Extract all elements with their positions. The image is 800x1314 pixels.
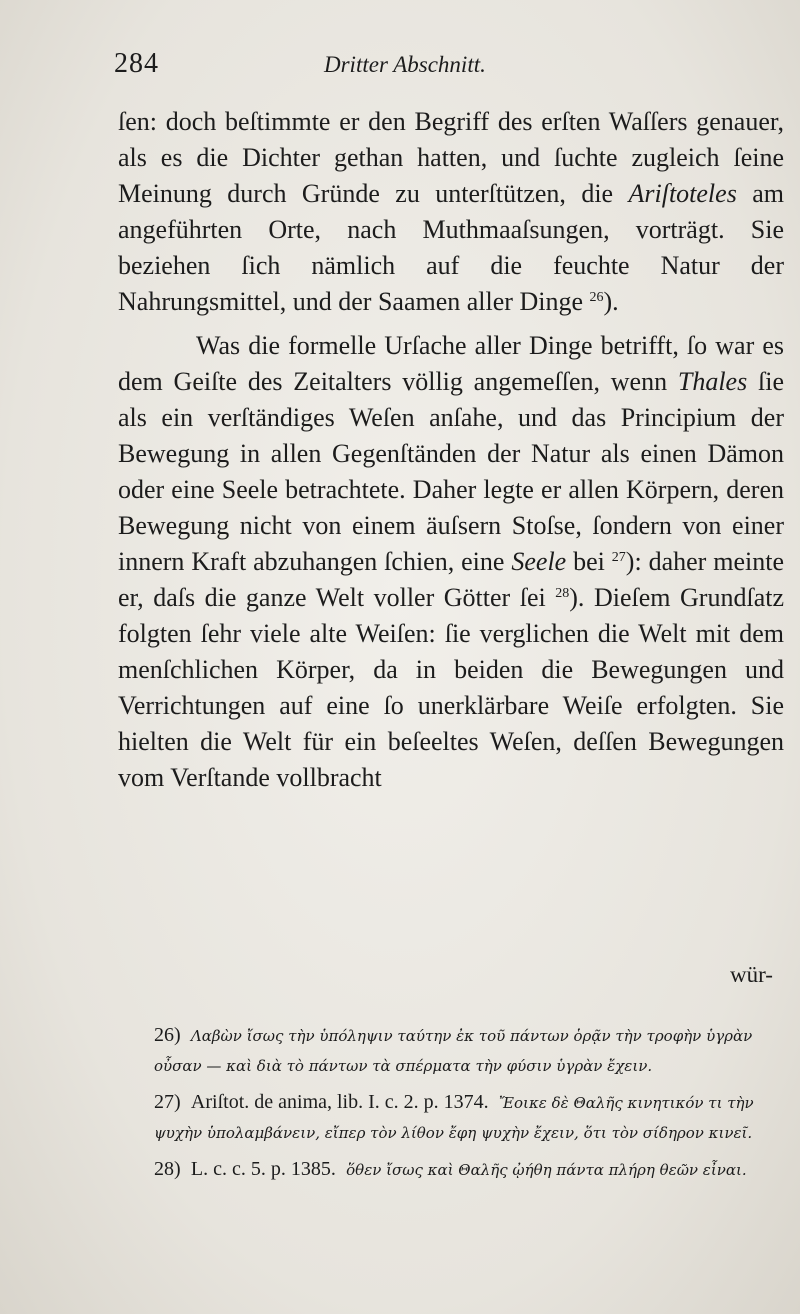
- footnote-reference: Ariſtot. de anima, lib. I. c. 2. p. 1374.: [190, 1091, 489, 1113]
- paragraph-2: [118, 328, 784, 796]
- footnote-marker: 26: [589, 290, 604, 305]
- paragraph-text: ſie als ein verſtändiges Weſen anſahe, und das Principium der Bewegung in allen Gegenſtänden der Natur als einen Dämon oder eine Seele betrachtete. Daher legte er allen Körpern, deren Bewegung nicht von einem äuſsern Stoſse, ſondern von einer innern Kraft abzuhangen ſchien, eine: [118, 367, 784, 576]
- page-header: [114, 48, 764, 88]
- italic-name: Ariſtoteles: [628, 179, 737, 208]
- footnote: [154, 1020, 790, 1081]
- footnote-marker: 27: [611, 550, 626, 565]
- paragraph-text: ): daher meinte er, daſs die ganze Welt voller Götter ſei: [118, 547, 784, 612]
- footnote-number: 28): [154, 1158, 181, 1180]
- footnote-greek: Ἔοικε δὲ Θαλῆς κινητικόν τι τὴν ψυχὴν ὑπολαμβάνειν, εἴπερ τὸν λίθον ἔφη ψυχὴν ἔχειν, ὅτι τὸν σίδηρον κινεῖ.: [154, 1094, 754, 1142]
- paragraph-text: Was die formelle Urſache aller Dinge betrifft, ſo war es dem Geiſte des Zeitalters völlig angemeſſen, wenn: [118, 331, 784, 396]
- footnote-greek: ὅθεν ἴσως καὶ Θαλῆς ᾠήθη πάντα πλήρη θεῶν εἶναι.: [346, 1161, 747, 1179]
- catchword: wür-: [730, 962, 773, 987]
- footnotes: [154, 1020, 790, 1191]
- main-text: [118, 104, 784, 796]
- paragraph-text: ).: [603, 287, 619, 316]
- footnote-number: 27): [154, 1091, 181, 1113]
- italic-word: Seele: [511, 547, 567, 576]
- footnote: [154, 1154, 790, 1185]
- paragraph-text: ſen: doch beſtimmte er den Begriff des erſten Waſſers genauer, als es die Dichter gethan hatten, und ſuchte zugleich ſeine Meinung durch Gründe zu unterſtützen, die: [118, 107, 784, 208]
- page-number: 284: [114, 48, 159, 79]
- paragraph-1: [118, 104, 784, 320]
- footnote-greek: Λαβὼν ἴσως τὴν ὑπόληψιν ταύτην ἐκ τοῦ πάντων ὁρᾷν τὴν τροφὴν ὑγρὰν οὖσαν — καὶ διὰ τὸ πάντων τὰ σπέρματα τὴν φύσιν ὑγρὰν ἔχειν.: [154, 1027, 753, 1075]
- paragraph-text: bei: [566, 547, 612, 576]
- footnote-reference: L. c. c. 5. p. 1385.: [190, 1158, 336, 1180]
- footnote-number: 26): [154, 1024, 181, 1046]
- footnote: [154, 1087, 790, 1148]
- running-head: Dritter Abschnitt.: [324, 52, 486, 77]
- italic-name: Thales: [677, 367, 748, 396]
- footnote-marker: 28: [555, 586, 570, 601]
- paragraph-text: ). Dieſem Grundſatz folgten ſehr viele alte Weiſen: ſie verglichen die Welt mit dem menſchlichen Körper, da in beiden die Bewegungen und Verrichtungen auf eine ſo unerklärbare Weiſe erfolgten. Sie hielten die Welt für ein beſeeltes Weſen, deſſen Bewegungen vom Verſtande vollbracht: [118, 583, 784, 792]
- paragraph-text: am angeführten Orte, nach Muthmaaſsungen, vorträgt. Sie beziehen ſich nämlich auf die feuchte Natur der Nahrungsmittel, und der Saamen aller Dinge: [118, 179, 785, 316]
